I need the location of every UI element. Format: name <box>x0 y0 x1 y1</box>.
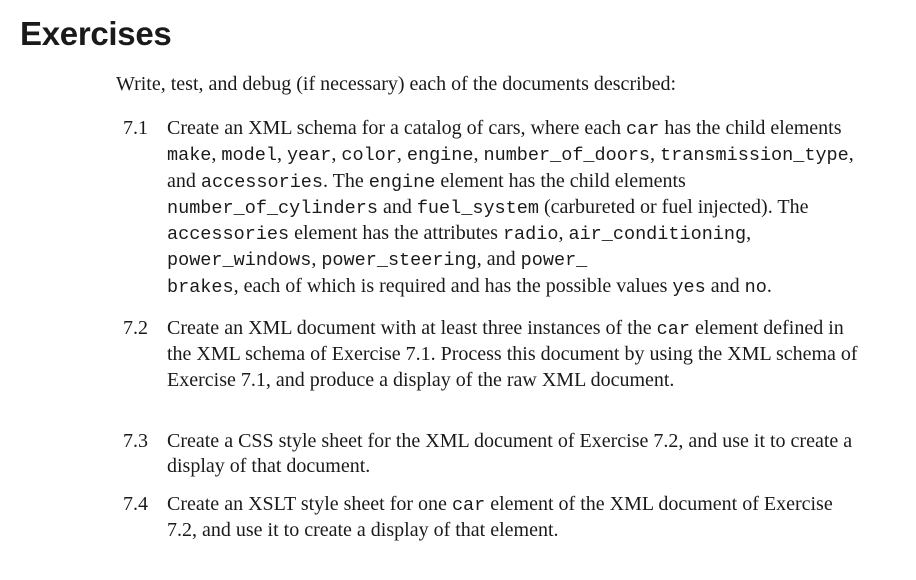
code-term: fuel_system <box>416 197 539 219</box>
code-term: transmission_type <box>660 145 849 167</box>
prose-text: , <box>558 222 569 245</box>
exercise-item <box>123 492 863 544</box>
code-term: color <box>341 145 397 167</box>
code-term: brakes <box>167 276 234 298</box>
exercise-item <box>123 429 863 480</box>
prose-text: element has the attributes <box>289 222 503 245</box>
exercise-text <box>167 492 861 544</box>
code-term: air_conditioning <box>568 224 747 246</box>
prose-text: , <box>331 143 342 166</box>
prose-text: , each of which is required and has the possible values <box>233 274 673 297</box>
prose-text: and <box>377 195 417 218</box>
prose-text: , <box>276 143 287 166</box>
code-term: number_of_doors <box>483 145 651 167</box>
exercise-text <box>167 316 861 393</box>
code-term: power_steering <box>321 250 477 272</box>
code-term: power_windows <box>167 250 312 272</box>
prose-text: Create a CSS style sheet for the XML document of Exercise 7.2, and use it to create a display of that document. <box>167 430 853 478</box>
code-term: accessories <box>200 171 324 193</box>
code-term: engine <box>368 171 436 193</box>
code-term: car <box>626 119 660 140</box>
prose-text: Create an XSLT style sheet for one <box>167 493 452 515</box>
prose-text: element defined in the XML schema of Exercise 7.1. Process this document by using the XML schema of Exercise 7.1, and produce a display of the raw XML document. <box>167 317 858 391</box>
section-title: Exercises <box>20 15 172 52</box>
prose-text: Create an XML document with at least three instances of the <box>167 317 657 339</box>
prose-text: . <box>766 274 772 297</box>
exercise-text <box>167 116 861 300</box>
code-term: make <box>167 145 212 167</box>
exercise-text <box>167 429 861 480</box>
prose-text: and <box>705 274 745 297</box>
code-term: radio <box>502 224 559 246</box>
prose-text: , and <box>476 248 521 271</box>
prose-text: has the child elements <box>659 117 842 139</box>
code-term: no <box>744 276 767 298</box>
code-term: engine <box>406 145 474 167</box>
code-term: accessories <box>167 224 290 246</box>
code-term: year <box>286 145 332 167</box>
prose-text: , <box>650 143 661 166</box>
code-term: car <box>656 319 690 340</box>
exercise-item <box>123 116 863 300</box>
prose-text: , <box>396 143 407 166</box>
exercise-item <box>123 316 863 393</box>
prose-text: , <box>311 248 322 271</box>
code-term: model <box>221 145 277 167</box>
prose-text: element has the child elements <box>435 169 686 192</box>
intro-text: Write, test, and debug (if necessary) each of the documents described: <box>116 73 677 95</box>
exercise-number: 7.4 <box>123 493 148 515</box>
prose-text: Create an XML schema for a catalog of cars, where each <box>167 117 627 139</box>
prose-text: , <box>473 143 484 166</box>
prose-text: . The <box>323 169 369 192</box>
exercise-number: 7.2 <box>123 317 148 339</box>
exercise-number: 7.3 <box>123 430 148 452</box>
prose-text: , and <box>167 143 854 192</box>
code-term: power_ <box>520 250 588 272</box>
exercise-number: 7.1 <box>123 117 148 139</box>
prose-text: , <box>746 222 752 245</box>
prose-text: (carbureted or fuel injected). The <box>538 195 809 218</box>
code-term: number_of_cylinders <box>167 197 378 219</box>
code-term: yes <box>672 276 706 298</box>
prose-text: , <box>211 143 222 166</box>
code-term: car <box>451 495 486 516</box>
prose-text: element of the XML document of Exercise 7.2, and use it to create a display of that element. <box>167 493 833 542</box>
